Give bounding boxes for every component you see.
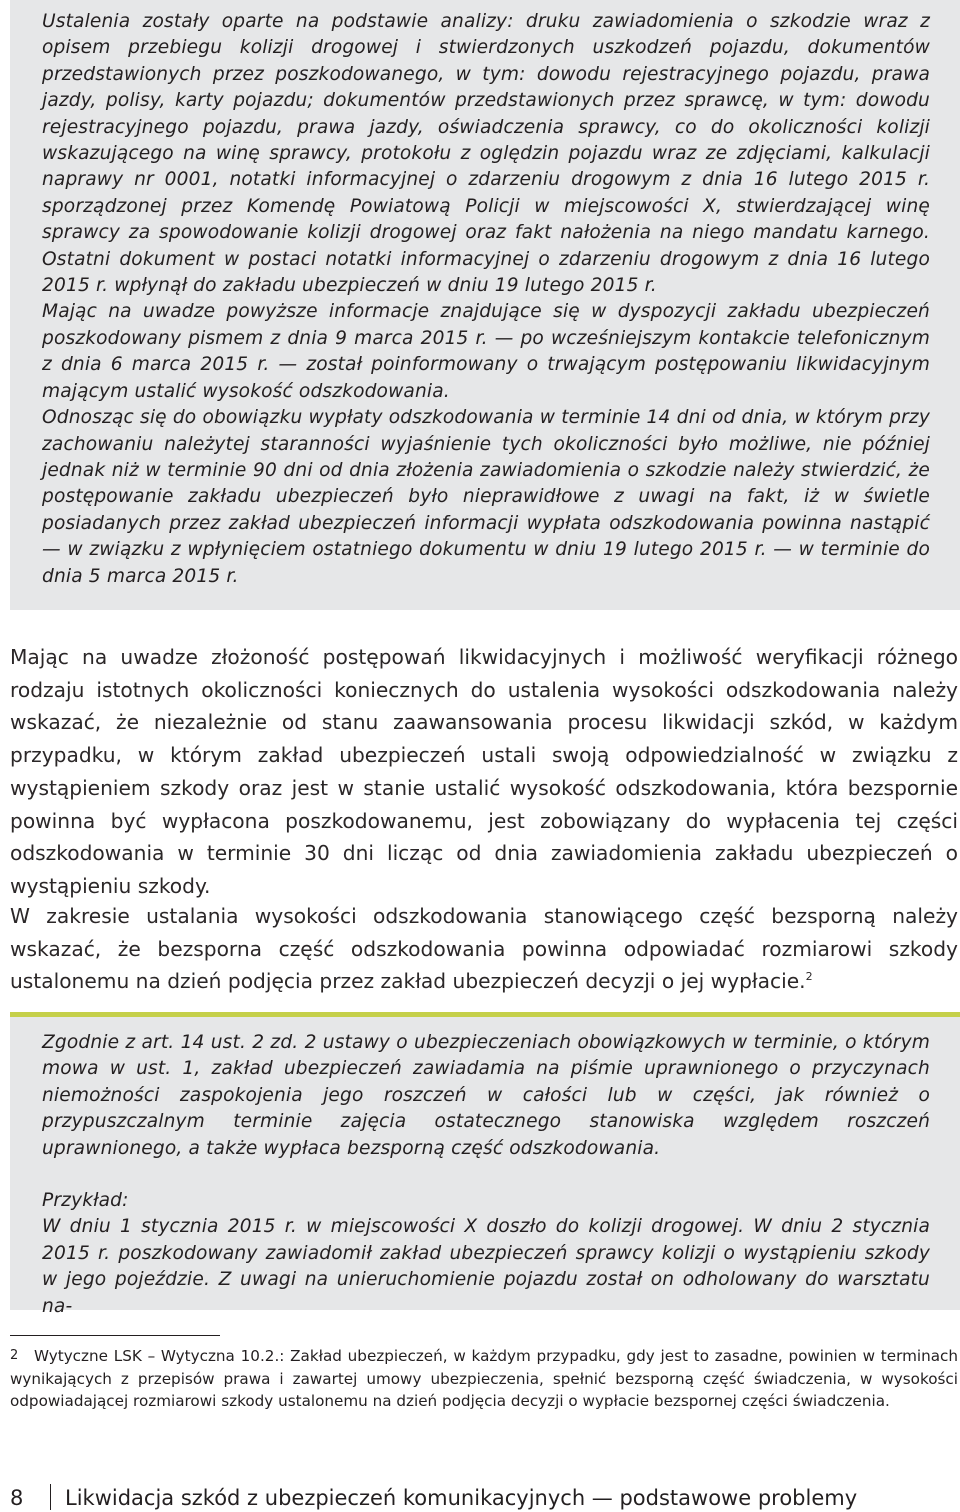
footnote-text: Wytyczne LSK – Wytyczna 10.2.: Zakład ubezpieczeń, w każdym przypadku, gdy jest to zasadne, powinien w terminach wynikających z przepisów prawa i zawartej umowy ubezpieczenia, spełnić bezsporną część świadczenia, w wysokości odpowiadającej rozmiarowi szkody ustalonemu na dzień podjęcia decyzji o wypłacie bezspornej części świadczenia.: [10, 1347, 958, 1411]
body-paragraph-2: [10, 900, 958, 998]
footer-title: Likwidacja szkód z ubezpieczeń komunikacyjnych — podstawowe problemy: [65, 1486, 858, 1510]
footnote-reference[interactable]: 2: [805, 970, 813, 984]
findings-paragraph-3: Odnosząc się do obowiązku wypłaty odszkodowania w terminie 14 dni od dnia, w którym przy zachowaniu należytej staranności wyjaśnienie tych okoliczności było możliwe, nie później jednak niż w terminie 90 dni od dnia złożenia zawiadomienia o szkodzie należy stwierdzić, że postępowanie zakładu ubezpieczeń było nieprawidłowe z uwagi na fakt, iż w świetle posiadanych przez zakład ubezpieczeń informacji wypłata odszkodowania powinna nastąpić — w związku z wpłynięciem ostatniego dokumentu w dniu 19 lutego 2015 r. — w terminie do dnia 5 marca 2015 r.: [42, 407, 930, 587]
footnote-divider: [10, 1335, 220, 1336]
footnote-number: 2: [10, 1348, 19, 1363]
footnote: [10, 1345, 958, 1413]
example-label: Przykład:: [42, 1190, 129, 1212]
example-text: W dniu 1 stycznia 2015 r. w miejscowości X doszło do kolizji drogowej. W dniu 2 stycznia 2015 r. poszkodowany zawiadomił zakład ubezpieczeń sprawcy kolizji o wystąpieniu szkody w jego pojeździe. Z uwagi na unieruchomienie pojazdu został on odholowany do warsztatu na-: [42, 1216, 930, 1317]
info-box-findings: [10, 0, 960, 610]
legal-note-paragraph: Zgodnie z art. 14 ust. 2 zd. 2 ustawy o ubezpieczeniach obowiązkowych w terminie, o którym mowa w ust. 1, zakład ubezpieczeń zawiadamia na piśmie uprawnionego o przyczynach niemożności zaspokojenia jego roszczeń w całości lub w części, jak również o przypuszczalnym terminie zajęcia ostatecznego stanowiska względem roszczeń uprawnionego, a także wypłaca bezsporną część odszkodowania.: [42, 1032, 930, 1159]
info-box-legal-note: [10, 1012, 960, 1317]
findings-paragraph-1: Ustalenia zostały oparte na podstawie analizy: druku zawiadomienia o szkodzie wraz z opisem przebiegu kolizji drogowej i stwierdzonych uszkodzeń pojazdu, dokumentów przedstawionych przez poszkodowanego, w tym: dowodu rejestracyjnego pojazdu, prawa jazdy, polisy, karty pojazdu; dokumentów przedstawionych przez sprawcę, w tym: dowodu rejestracyjnego pojazdu, prawa jazdy, oświadczenia sprawcy, co do okoliczności kolizji wskazującego na winę sprawcy, protokołu z oględzin pojazdu wraz ze zdjęciami, kalkulacji naprawy nr 0001, notatki informacyjnej o zdarzeniu drogowym z dnia 16 lutego 2015 r. sporządzonej przez Komendę Powiatową Policji w miejscowości X, stwierdzającej winę sprawcy za spowodowanie kolizji drogowej oraz fakt nałożenia na niego mandatu karnego. Ostatni dokument w postaci notatki informacyjnej o zdarzeniu drogowym z dnia 16 lutego 2015 r. wpłynął do zakładu ubezpieczeń w dniu 19 lutego 2015 r.: [42, 11, 930, 297]
footer-separator: [50, 1484, 51, 1510]
findings-paragraph-2: Mając na uwadze powyższe informacje znajdujące się w dyspozycji zakładu ubezpieczeń poszkodowany pismem z dnia 9 marca 2015 r. — po wcześniejszym kontakcie telefonicznym z dnia 6 marca 2015 r. — został poinformowany o trwającym postępowaniu likwidacyjnym mającym ustalić wysokość odszkodowania.: [42, 301, 930, 402]
page-number: 8: [10, 1486, 24, 1510]
body-paragraph-2-text: W zakresie ustalania wysokości odszkodowania stanowiącego część bezsporną należy wskazać, że bezsporna część odszkodowania powinna odpowiadać rozmiarowi szkody ustalonemu na dzień podjęcia przez zakład ubezpieczeń decyzji o jej wypłacie.: [10, 904, 958, 994]
page-footer: [10, 1484, 960, 1512]
body-paragraph-1: Mając na uwadze złożoność postępowań likwidacyjnych i możliwość weryfikacji różnego rodzaju istotnych okoliczności koniecznych do ustalenia wysokości odszkodowania należy wskazać, że niezależnie od stanu zaawansowania procesu likwidacji szkód, w każdym przypadku, w którym zakład ubezpieczeń ustali swoją odpowiedzialność w związku z wystąpieniem szkody oraz jest w stanie ustalić wysokość odszkodowania, która bezspornie powinna być wypłacona poszkodowanemu, jest zobowiązany do wypłacenia tej części odszkodowania w terminie 30 dni licząc od dnia zawiadomienia zakładu ubezpieczeń o wystąpieniu szkody.: [10, 645, 958, 898]
